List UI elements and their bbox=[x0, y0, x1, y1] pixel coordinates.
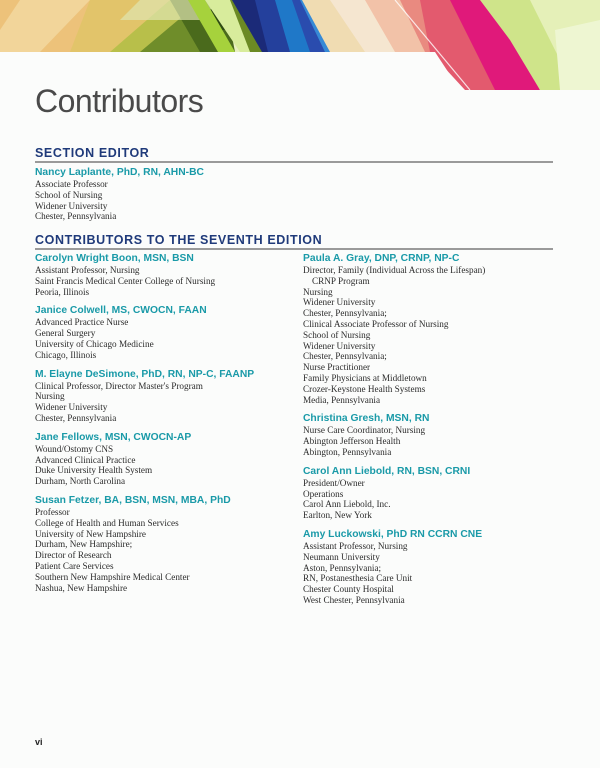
affiliation-line: Director of Research bbox=[35, 550, 112, 561]
affiliation-line: Widener University bbox=[35, 402, 108, 413]
affiliation-line: Earlton, New York bbox=[303, 510, 372, 521]
contributor-name: Christina Gresh, MSN, RN bbox=[303, 413, 430, 425]
affiliation-line: Clinical Professor, Director Master's Program bbox=[35, 380, 203, 391]
affiliation-line: Widener University bbox=[303, 297, 376, 308]
affiliation-line: University of Chicago Medicine bbox=[35, 338, 154, 349]
affiliation-line: School of Nursing bbox=[303, 329, 371, 340]
affiliation-line: Durham, New Hampshire; bbox=[35, 539, 133, 550]
affiliation-line: Southern New Hampshire Medical Center bbox=[35, 571, 190, 582]
contributor-name: Carolyn Wright Boon, MSN, BSN bbox=[35, 253, 194, 264]
affiliation-line: Chester, Pennsylvania bbox=[35, 211, 117, 222]
affiliation-line: Nursing bbox=[35, 391, 65, 402]
affiliation-line: Nurse Practitioner bbox=[303, 362, 371, 373]
page-number: vi bbox=[35, 737, 43, 747]
affiliation-line: Assistant Professor, Nursing bbox=[35, 265, 140, 275]
affiliation-line: University of New Hampshire bbox=[35, 528, 146, 539]
contributor-entry bbox=[35, 432, 297, 487]
affiliation-line: Clinical Associate Professor of Nursing bbox=[303, 318, 449, 329]
affiliation-line: Family Physicians at Middletown bbox=[303, 372, 427, 383]
affiliation-line: Professor bbox=[35, 506, 70, 517]
contributors-right-column bbox=[303, 253, 563, 614]
contributor-name: Susan Fetzer, BA, BSN, MSN, MBA, PhD bbox=[35, 494, 231, 506]
affiliation-line: Neumann University bbox=[303, 551, 380, 562]
affiliation-line: General Surgery bbox=[35, 328, 96, 339]
contributor-name: Jane Fellows, MSN, CWOCN-AP bbox=[35, 431, 192, 443]
affiliation-line: Nursing bbox=[303, 286, 333, 297]
contributor-entry bbox=[35, 167, 295, 222]
contributor-name: Nancy Laplante, PhD, RN, AHN-BC bbox=[35, 167, 204, 178]
affiliation-line: College of Health and Human Services bbox=[35, 517, 179, 528]
affiliation-line: Aston, Pennsylvania; bbox=[303, 562, 382, 573]
contributor-name: Amy Luckowski, PhD RN CCRN CNE bbox=[303, 528, 483, 540]
affiliation-line: Durham, North Carolina bbox=[35, 476, 126, 487]
affiliation-line: President/Owner bbox=[303, 477, 365, 488]
affiliation-line: Duke University Health System bbox=[35, 465, 153, 476]
affiliation-line: Assistant Professor, Nursing bbox=[303, 540, 408, 551]
affiliation-line: Peoria, Illinois bbox=[35, 286, 90, 297]
affiliation-line: Abington Jefferson Health bbox=[303, 436, 401, 447]
contributors-left-column bbox=[35, 253, 297, 601]
affiliation-line: CRNP Program bbox=[312, 275, 370, 286]
decorative-banner bbox=[0, 0, 600, 90]
affiliation-line: Associate Professor bbox=[35, 179, 108, 189]
contributor-name: Carol Ann Liebold, RN, BSN, CRNI bbox=[303, 465, 471, 477]
banner-stripes-graphic bbox=[0, 0, 600, 90]
affiliation-line: Chester County Hospital bbox=[303, 584, 394, 595]
contributor-entry bbox=[303, 413, 563, 457]
affiliation-line: Patient Care Services bbox=[35, 560, 114, 571]
contributors-heading: CONTRIBUTORS TO THE SEVENTH EDITION bbox=[35, 233, 553, 250]
affiliation-line: Saint Francis Medical Center College of Nursing bbox=[35, 275, 216, 286]
affiliation-line: Chester, Pennsylvania; bbox=[303, 308, 387, 319]
affiliation-line: RN, Postanesthesia Care Unit bbox=[303, 573, 413, 584]
affiliation-line: Crozer-Keystone Health Systems bbox=[303, 383, 426, 394]
affiliation-line: School of Nursing bbox=[35, 189, 103, 200]
section-editor-list bbox=[35, 167, 295, 230]
affiliation-line: Media, Pennsylvania bbox=[303, 394, 381, 405]
contributor-name: M. Elayne DeSimone, PhD, RN, NP-C, FAANP bbox=[35, 368, 255, 380]
affiliation-line: Carol Ann Liebold, Inc. bbox=[303, 499, 391, 510]
affiliation-line: Chester, Pennsylvania bbox=[35, 412, 117, 423]
contributor-name: Janice Colwell, MS, CWOCN, FAAN bbox=[35, 305, 207, 317]
affiliation-line: Abington, Pennsylvania bbox=[303, 446, 392, 457]
affiliation-line: Advanced Clinical Practice bbox=[35, 454, 136, 465]
affiliation-line: Director, Family (Individual Across the Lifespan) bbox=[303, 265, 486, 275]
affiliation-line: Chester, Pennsylvania; bbox=[303, 351, 387, 362]
affiliation-line: West Chester, Pennsylvania bbox=[303, 594, 405, 605]
affiliation-line: Widener University bbox=[35, 200, 108, 211]
contributor-entry bbox=[303, 466, 563, 521]
page-title: Contributors bbox=[35, 83, 204, 119]
contributor-entry bbox=[35, 305, 297, 360]
contributor-name: Paula A. Gray, DNP, CRNP, NP-C bbox=[303, 253, 460, 264]
contributor-entry bbox=[35, 369, 297, 424]
affiliation-line: Advanced Practice Nurse bbox=[35, 317, 129, 328]
affiliation-line: Nurse Care Coordinator, Nursing bbox=[303, 425, 426, 436]
contributor-entry bbox=[35, 495, 297, 593]
contributor-entry bbox=[35, 253, 297, 297]
affiliation-line: Widener University bbox=[303, 340, 376, 351]
affiliation-line: Nashua, New Hampshire bbox=[35, 582, 128, 593]
contributor-entry bbox=[303, 529, 563, 606]
affiliation-line: Wound/Ostomy CNS bbox=[35, 443, 114, 454]
affiliation-line: Operations bbox=[303, 488, 344, 499]
contributor-entry bbox=[303, 253, 563, 405]
section-editor-heading: SECTION EDITOR bbox=[35, 146, 553, 163]
affiliation-line: Chicago, Illinois bbox=[35, 349, 97, 360]
